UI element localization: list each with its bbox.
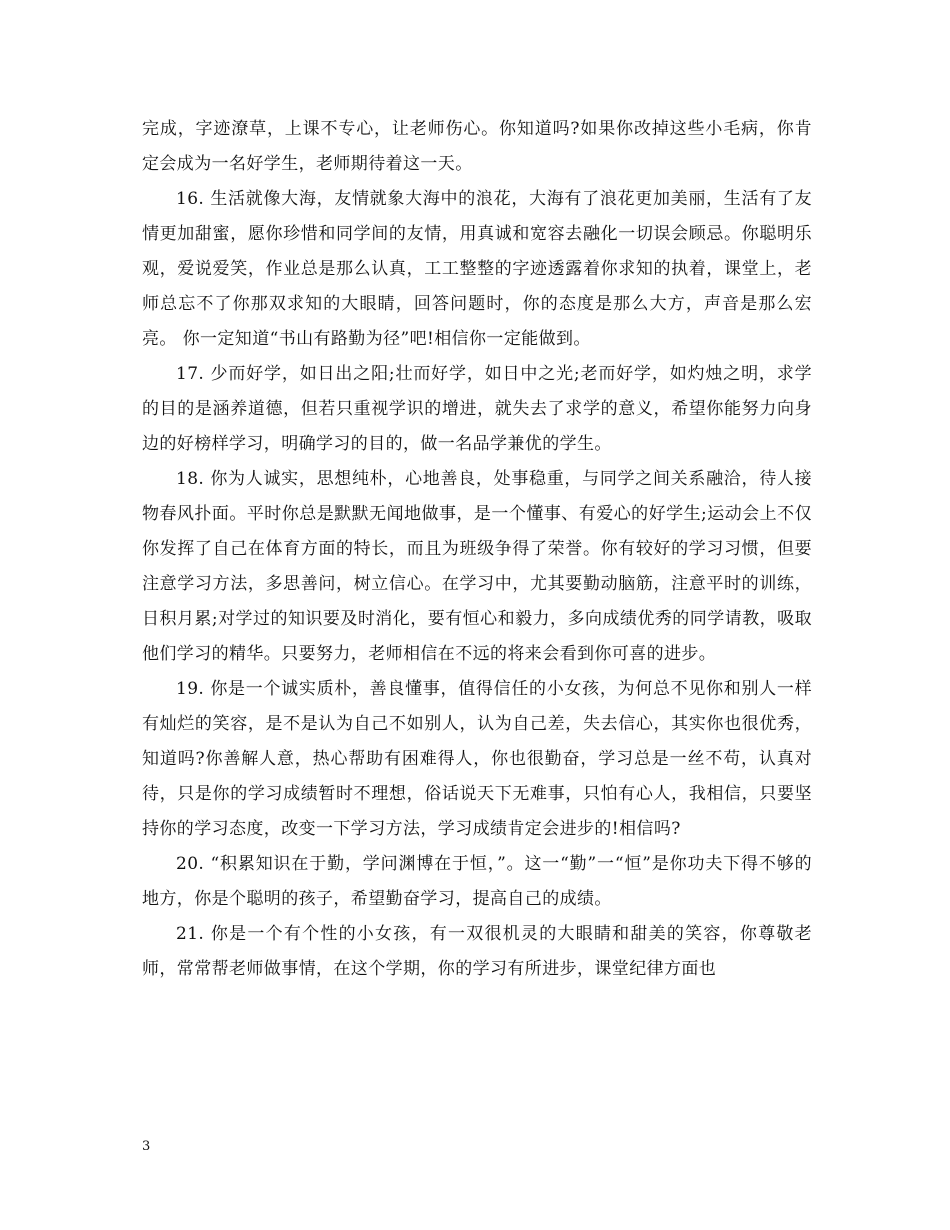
paragraph-continuation: 完成，字迹潦草，上课不专心，让老师伤心。你知道吗?如果你改掉这些小毛病，你肯定会成为一名好学生，老师期待着这一天。 bbox=[142, 119, 812, 174]
paragraph-item-18: 18. 你为人诚实，思想纯朴，心地善良，处事稳重，与同学之间关系融洽，待人接物春风扑面。平时你总是默默无闻地做事，是一个懂事、有爱心的好学生;运动会上不仅你发挥了自己在体育方面的特长，而且为班级争得了荣誉。你有较好的学习习惯，但要注意学习方法，多思善问，树立信心。在学习中，尤其要勤动脑筋，注意平时的训练，日积月累;对学过的知识要及时消化，要有恒心和毅力，多向成绩优秀的同学请教，吸取他们学习的精华。只要努力，老师相信在不远的将来会看到你可喜的进步。 bbox=[142, 469, 812, 664]
paragraph-item-20: 20. “积累知识在于勤，学问渊博在于恒，”。这一“勤”一“恒”是你功夫下得不够的地方，你是个聪明的孩子，希望勤奋学习，提高自己的成绩。 bbox=[142, 854, 812, 909]
document-body bbox=[142, 112, 812, 987]
paragraph-item-16: 16. 生活就像大海，友情就象大海中的浪花，大海有了浪花更加美丽，生活有了友情更加甜蜜，愿你珍惜和同学间的友情，用真诚和宽容去融化一切误会顾忌。你聪明乐观，爱说爱笑，作业总是那么认真，工工整整的字迹透露着你求知的执着，课堂上，老师总忘不了你那双求知的大眼睛，回答问题时，你的态度是那么大方，声音是那么宏亮。 你一定知道“书山有路勤为径”吧!相信你一定能做到。 bbox=[142, 189, 812, 349]
paragraph-item-21: 21. 你是一个有个性的小女孩，有一双很机灵的大眼睛和甜美的笑容，你尊敬老师，常常帮老师做事情，在这个学期，你的学习有所进步，课堂纪律方面也 bbox=[142, 924, 812, 979]
page-number: 3 bbox=[142, 1139, 151, 1154]
paragraph-item-19: 19. 你是一个诚实质朴，善良懂事，值得信任的小女孩，为何总不见你和别人一样有灿烂的笑容，是不是认为自己不如别人，认为自己差，失去信心，其实你也很优秀，知道吗?你善解人意，热心帮助有困难得人，你也很勤奋，学习总是一丝不苟，认真对待，只是你的学习成绩暂时不理想，俗话说天下无难事，只怕有心人，我相信，只要坚持你的学习态度，改变一下学习方法，学习成绩肯定会进步的!相信吗? bbox=[142, 679, 812, 839]
paragraph-item-17: 17. 少而好学，如日出之阳;壮而好学，如日中之光;老而好学，如灼烛之明，求学的目的是涵养道德，但若只重视学识的增进，就失去了求学的意义，希望你能努力向身边的好榜样学习，明确学习的目的，做一名品学兼优的学生。 bbox=[142, 364, 812, 454]
